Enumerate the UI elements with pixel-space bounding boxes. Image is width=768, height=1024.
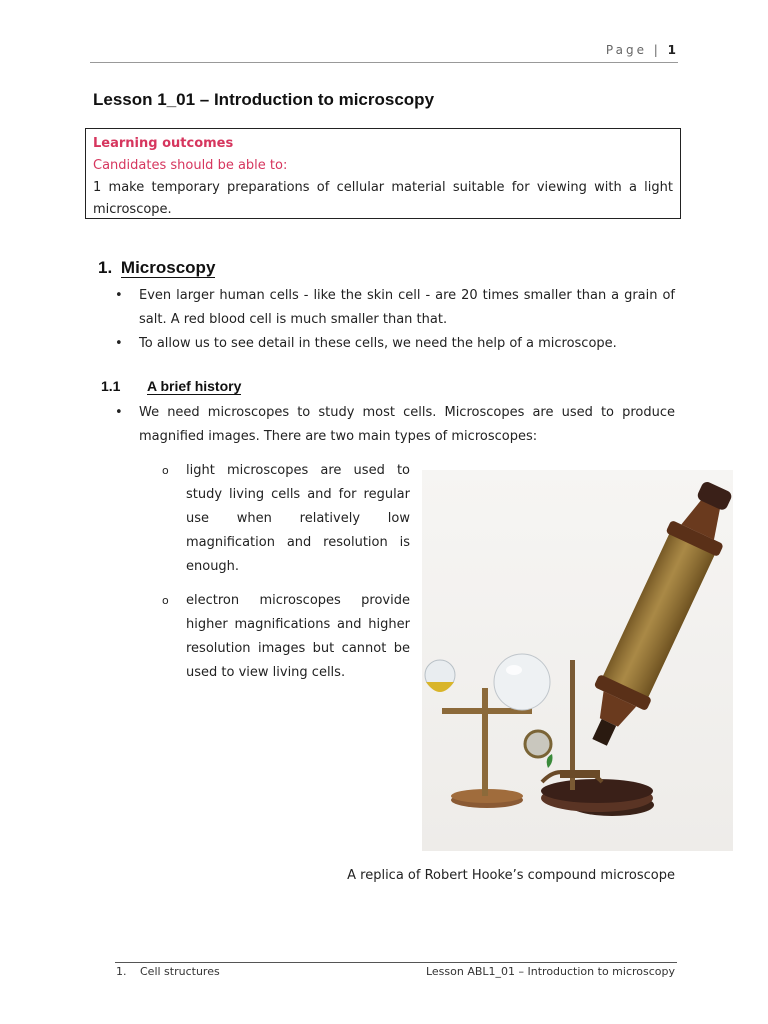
page-number: 1 xyxy=(667,43,676,57)
bullet-item: • Even larger human cells - like the skin cell - are 20 times smaller than a grain of salt. A red blood cell is much smaller than that. xyxy=(115,284,675,332)
microscope-tube xyxy=(573,475,733,755)
lamp-rod xyxy=(482,688,488,796)
globe-highlight xyxy=(506,665,522,675)
page-word: Page xyxy=(605,43,647,57)
learning-outcomes-box xyxy=(85,128,681,219)
lesson-title: Lesson 1_01 – Introduction to microscopy xyxy=(93,90,435,109)
subsection-title: A brief history xyxy=(147,378,242,394)
condenser-lens xyxy=(525,731,551,757)
water-globe xyxy=(494,654,550,710)
figure-caption: A replica of Robert Hooke’s compound microscope xyxy=(347,868,675,883)
section-title: Microscopy xyxy=(120,258,216,277)
learning-outcome-item: 1 make temporary preparations of cellular material suitable for viewing with a light microscope. xyxy=(93,180,673,217)
bullet-item: • To allow us to see detail in these cells, we need the help of a microscope. xyxy=(115,332,675,356)
bullet-item: • We need microscopes to study most cells. Microscopes are used to produce magnified images. There are two main types of microscopes: xyxy=(115,401,675,449)
history-bullets xyxy=(115,401,675,449)
footer-number: 1. xyxy=(116,965,127,978)
sub-list-item: o electron microscopes provide higher magnifications and higher resolution images but cannot be used to view living cells. xyxy=(162,589,410,685)
footer-chapter: Cell structures xyxy=(140,965,220,978)
page-number-label: Page | 1 xyxy=(605,43,676,57)
microscope-illustration xyxy=(422,470,733,851)
section-heading-microscopy xyxy=(98,258,215,278)
learning-outcomes-subheading: Candidates should be able to: xyxy=(93,158,288,173)
tube-pattern xyxy=(600,529,717,704)
microscope-photo xyxy=(422,470,733,851)
oil xyxy=(426,682,454,692)
microscope-types-list xyxy=(162,459,410,695)
header-rule xyxy=(90,62,678,63)
sub-list-item: o light microscopes are used to study living cells and for regular use when relatively low magnification and resolution is enough. xyxy=(162,459,410,579)
footer-right: Lesson ABL1_01 – Introduction to microscopy xyxy=(425,965,675,978)
stage-plate xyxy=(560,770,600,778)
microscopy-bullets xyxy=(115,284,675,356)
footer-left xyxy=(116,965,220,978)
section-number: 1. xyxy=(98,258,113,277)
subsection-number: 1.1 xyxy=(101,378,121,394)
subsection-heading-brief-history xyxy=(101,378,241,394)
main-base-top xyxy=(541,779,653,803)
learning-outcomes-heading: Learning outcomes xyxy=(93,136,234,151)
footer-rule xyxy=(115,962,677,963)
leaf-specimen xyxy=(547,754,553,768)
